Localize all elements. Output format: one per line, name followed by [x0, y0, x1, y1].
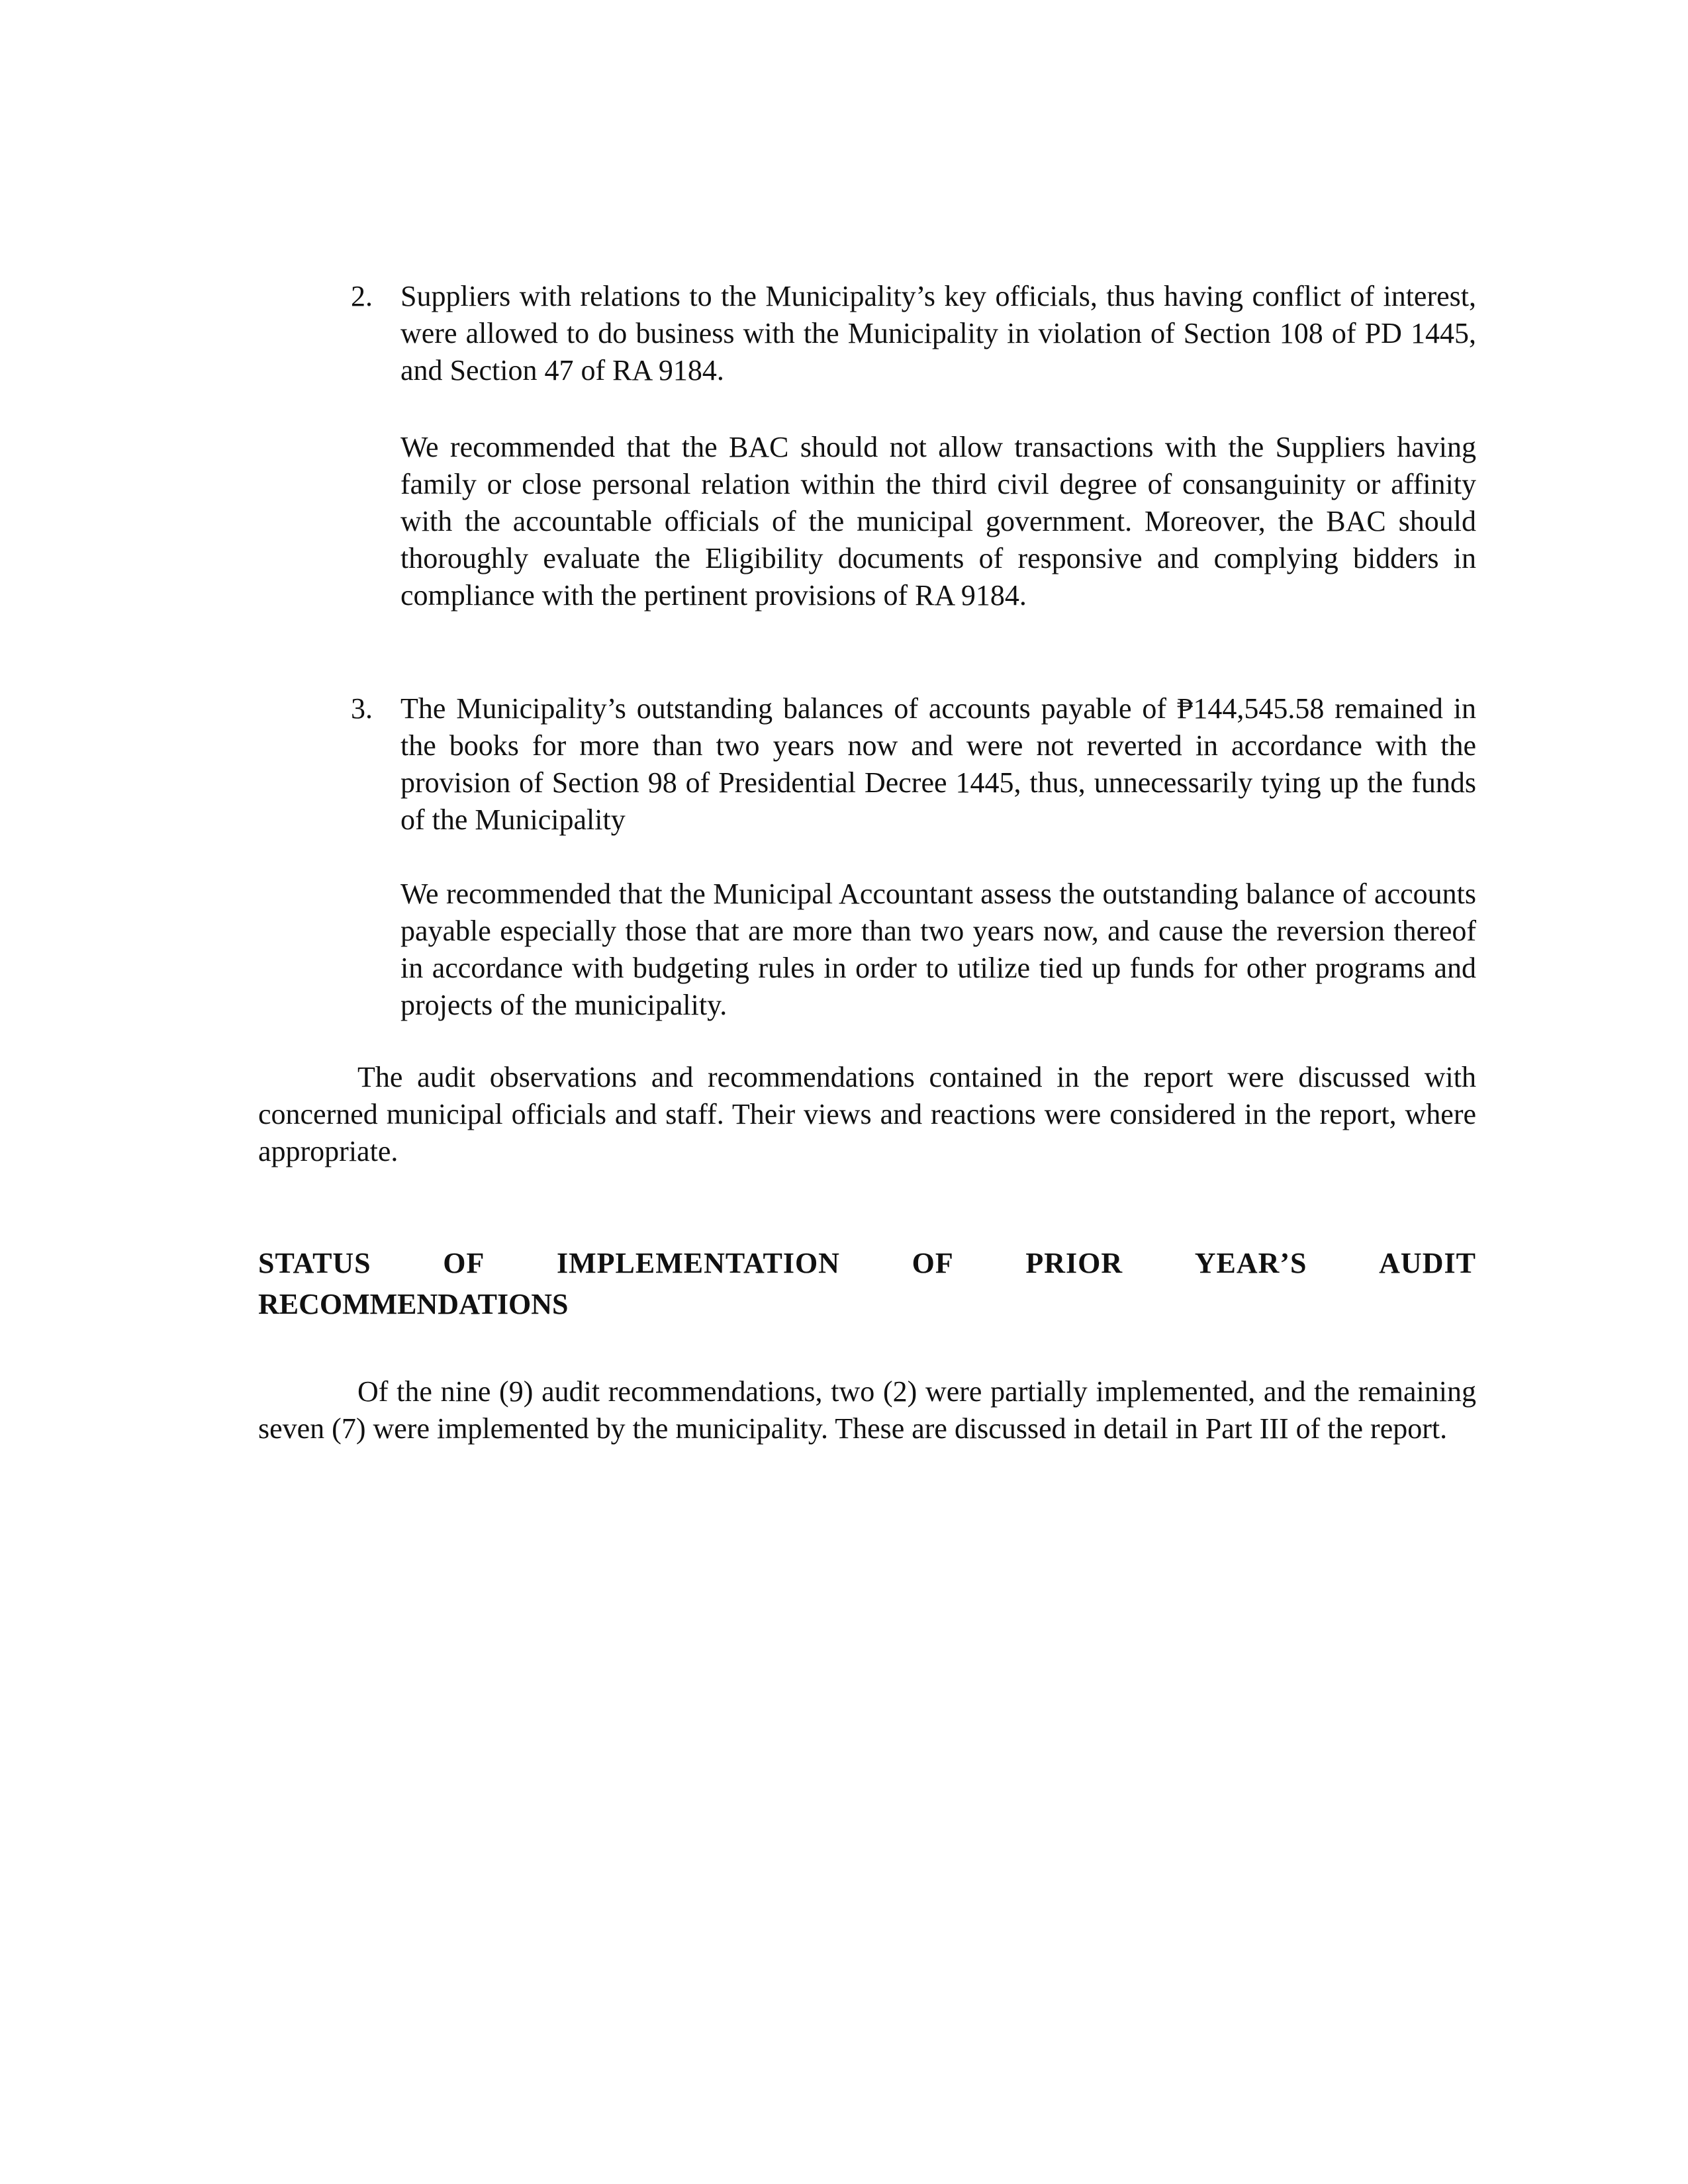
item-2-recommendation: We recommended that the BAC should not allow transactions with the Suppliers having family or close personal relation within the third civil degree of consanguinity or affinity with the accountable officials of the municipal government. Moreover, the BAC should thoroughly evaluate the Eligibility documents of responsive and complying bidders in compliance with the pertinent provisions of RA 9184.	[400, 431, 1476, 612]
status-heading-line2: RECOMMENDATIONS	[258, 1288, 569, 1320]
item-number-3: 3.	[351, 692, 373, 725]
heading-word: STATUS	[258, 1247, 371, 1279]
item-3-recommendation: We recommended that the Municipal Accountant assess the outstanding balance of accounts payable especially those that are more than two years now, and cause the reversion thereof in accordance with budgeting rules in order to utilize tied up funds for other programs and projects of the municipality.	[400, 878, 1476, 1021]
heading-word: IMPLEMENTATION	[557, 1247, 840, 1279]
item-number-2: 2.	[351, 280, 373, 312]
discussion-paragraph: The audit observations and recommendations contained in the report were discussed with concerned municipal officials and staff. Their views and reactions were considered in the report, where appropriate.	[258, 1061, 1476, 1167]
status-heading-line1	[258, 1243, 1476, 1284]
heading-word: OF	[443, 1247, 485, 1279]
item-3-finding: The Municipality’s outstanding balances of accounts payable of ₱144,545.58 remained in the books for more than two years now and were not reverted in accordance with the provision of Section 98 of Presidential Decree 1445, thus, unnecessarily tying up the funds of the Municipality	[400, 692, 1476, 836]
heading-word: AUDIT	[1379, 1247, 1476, 1279]
heading-word: PRIOR	[1025, 1247, 1123, 1279]
heading-word: OF	[912, 1247, 954, 1279]
status-paragraph: Of the nine (9) audit recommendations, two (2) were partially implemented, and the remaining seven (7) were implemented by the municipality. These are discussed in detail in Part III of the report.	[258, 1375, 1476, 1445]
status-heading	[258, 1243, 1476, 1325]
item-2-finding: Suppliers with relations to the Municipality’s key officials, thus having conflict of interest, were allowed to do business with the Municipality in violation of Section 108 of PD 1445, and Section 47 of RA 9184.	[400, 280, 1476, 387]
heading-word: YEAR’S	[1194, 1247, 1307, 1279]
